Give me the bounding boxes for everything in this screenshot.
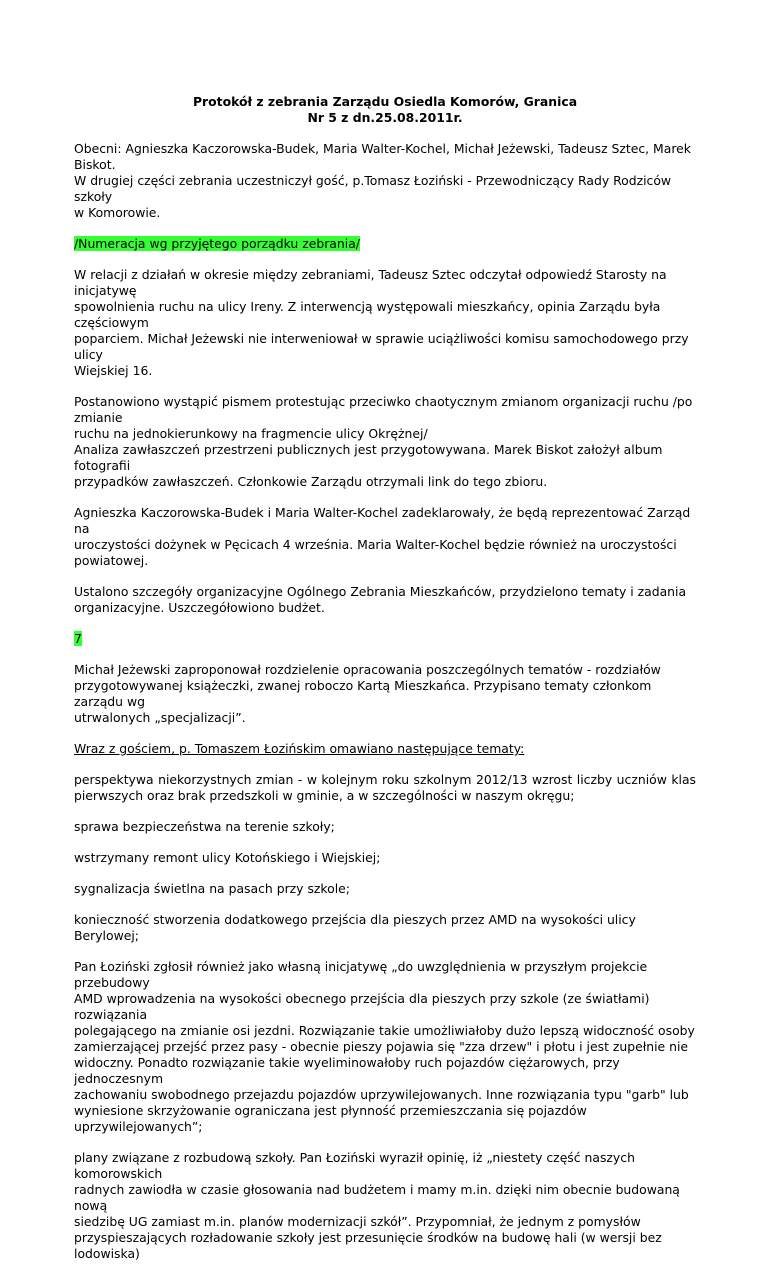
topic-traffic-lights: sygnalizacja świetlna na pasach przy szkole; bbox=[74, 881, 350, 896]
attendance-paragraph bbox=[74, 141, 696, 221]
text-line: polegającego na zmianie osi jezdni. Rozwiązanie takie umożliwiałoby dużo lepszą widoczność osoby bbox=[74, 1023, 695, 1038]
text-line: plany związane z rozbudową szkoły. Pan Łoziński wyraził opinię, iż „niestety część naszych komorowskich bbox=[74, 1150, 635, 1181]
text-line: przygotowywanej książeczki, zwanej roboczo Kartą Mieszkańca. Przypisano tematy członkom zarządu wg bbox=[74, 678, 652, 709]
text-line: Postanowiono wystąpić pismem protestując przeciwko chaotycznym zmianom organizacji ruchu /po zmianie bbox=[74, 394, 693, 425]
numbering-note-paragraph bbox=[74, 236, 696, 252]
title-line-1: Protokół z zebrania Zarządu Osiedla Komorów, Granica bbox=[192, 94, 578, 109]
guest-intro-paragraph bbox=[74, 741, 696, 757]
paragraph-protest bbox=[74, 394, 696, 490]
text-line: poparciem. Michał Jeżewski nie interweniował w sprawie uciążliwości komisu samochodowego przy ulicy bbox=[74, 331, 689, 362]
text-line: uroczystości dożynek w Pęcicach 4 września. Maria Walter-Kochel będzie również na uroczystości bbox=[74, 537, 677, 552]
text-line: ruchu na jednokierunkowy na fragmencie ulicy Okrężnej/ bbox=[74, 426, 428, 441]
text-line: przypadków zawłaszczeń. Członkowie Zarządu otrzymali link do tego zbioru. bbox=[74, 474, 548, 489]
text-line: Pan Łoziński zgłosił również jako własną inicjatywę „do uwzględnienia w przyszłym projekcie przebudowy bbox=[74, 959, 648, 990]
text-line: Analiza zawłaszczeń przestrzeni publicznych jest przygotowywana. Marek Biskot założył album fotografii bbox=[74, 442, 663, 473]
document-title bbox=[74, 94, 696, 126]
attendance-line: W drugiej części zebrania uczestniczył gość, p.Tomasz Łoziński - Przewodniczący Rady Rodziców szkoły bbox=[74, 173, 672, 204]
text-line: wyniesione skrzyżowanie ograniczana jest płynność przemieszczania się pojazdów uprzywilejowanych”; bbox=[74, 1103, 587, 1134]
text-line: Michał Jeżewski zaproponował rozdzielenie opracowania poszczególnych tematów - rozdziałów bbox=[74, 662, 661, 677]
paragraph-lozinski-initiative bbox=[74, 959, 696, 1135]
paragraph-harvest-festival bbox=[74, 505, 696, 569]
text-line: Wiejskiej 16. bbox=[74, 363, 153, 378]
text-line: radnych zawiodła w czasie głosowania nad budżetem i mamy m.in. dzięki nim obecnie budowaną nową bbox=[74, 1182, 680, 1213]
text-line: przyspieszających rozładowanie szkoły jest przesunięcie środków na budowę hali (w wersji bez lodowiska) bbox=[74, 1230, 662, 1261]
text-line: powiatowej. bbox=[74, 553, 149, 568]
paragraph-resident-card bbox=[74, 662, 696, 726]
text-line: utrwalonych „specjalizacji”. bbox=[74, 710, 246, 725]
item-number: 7 bbox=[74, 631, 82, 646]
text-line: organizacyjne. Uszczegółowiono budżet. bbox=[74, 600, 325, 615]
text-line: spowolnienia ruchu na ulicy Ireny. Z interwencją występowali mieszkańcy, opinia Zarządu była częściowym bbox=[74, 299, 661, 330]
attendance-line: Obecni: Agnieszka Kaczorowska-Budek, Maria Walter-Kochel, Michał Jeżewski, Tadeusz Sztec, Marek Biskot. bbox=[74, 141, 691, 172]
numbering-note: /Numeracja wg przyjętego porządku zebrania/ bbox=[74, 236, 360, 251]
topic-road-repair: wstrzymany remont ulicy Kotońskiego i Wiejskiej; bbox=[74, 850, 381, 865]
text-line: siedzibę UG zamiast m.in. planów modernizacji szkół”. Przypomniał, że jednym z pomysłów bbox=[74, 1214, 641, 1229]
text-line: Agnieszka Kaczorowska-Budek i Maria Walter-Kochel zadeklarowały, że będą reprezentować Zarząd na bbox=[74, 505, 691, 536]
paragraph-relations bbox=[74, 267, 696, 379]
text-line: zachowaniu swobodnego przejazdu pojazdów uprzywilejowanych. Inne rozwiązania typu "garb" lub bbox=[74, 1087, 689, 1102]
protocol-document bbox=[74, 84, 696, 1277]
text-line: W relacji z działań w okresie między zebraniami, Tadeusz Sztec odczytał odpowiedź Starosty na inicjatywę bbox=[74, 267, 667, 298]
text-line: zamierzającej przejść przez pasy - obecnie pieszy pojawia się "zza drzew" i płotu i jest zupełnie nie bbox=[74, 1039, 689, 1054]
guest-intro: Wraz z gościem, p. Tomaszem Łozińskim omawiano następujące tematy: bbox=[74, 741, 525, 756]
text-line: Ustalono szczegóły organizacyjne Ogólnego Zebrania Mieszkańców, przydzielono tematy i zadania bbox=[74, 584, 687, 599]
paragraph-school-expansion bbox=[74, 1150, 696, 1262]
item-number-paragraph bbox=[74, 631, 696, 647]
paragraph-general-meeting bbox=[74, 584, 696, 616]
text-line: AMD wprowadzenia na wysokości obecnego przejścia dla pieszych przy szkole (ze światłami) rozwiązania bbox=[74, 991, 650, 1022]
topic-safety: sprawa bezpieczeństwa na terenie szkoły; bbox=[74, 819, 335, 834]
title-line-2: Nr 5 z dn.25.08.2011r. bbox=[307, 110, 463, 125]
topic-crossing: konieczność stworzenia dodatkowego przejścia dla pieszych przez AMD na wysokości ulicy Berylowej; bbox=[74, 912, 636, 943]
attendance-line: w Komorowie. bbox=[74, 205, 161, 220]
text-line: widoczny. Ponadto rozwiązanie takie wyeliminowałoby ruch pojazdów ciężarowych, przy jednoczesnym bbox=[74, 1055, 620, 1086]
topic-enrollment: perspektywa niekorzystnych zmian - w kolejnym roku szkolnym 2012/13 wzrost liczby uczniów klas pierwszych oraz brak przedszkoli w gminie, a w szczególności w naszym okręgu; bbox=[74, 772, 696, 803]
